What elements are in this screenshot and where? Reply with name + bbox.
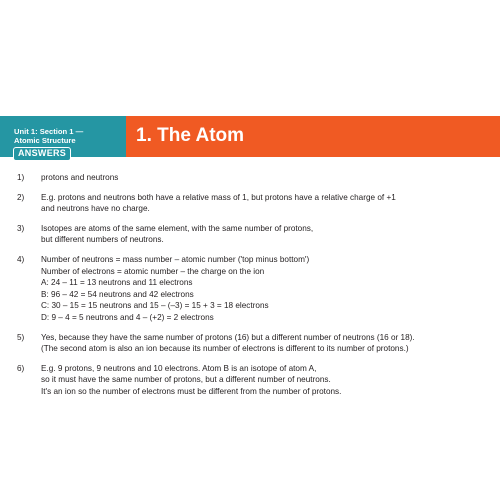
- answer-item: [0, 172, 500, 184]
- answers-badge: ANSWERS: [13, 147, 71, 161]
- answer-item: [0, 223, 500, 246]
- unit-label-panel: [0, 116, 126, 157]
- answer-line: so it must have the same number of protons, but a different number of neutrons.: [41, 375, 331, 385]
- answer-line: Number of neutrons = mass number – atomic number ('top minus bottom'): [41, 254, 310, 264]
- title-panel: [126, 116, 500, 157]
- answer-number: 3): [17, 223, 25, 233]
- answer-number: 5): [17, 332, 25, 342]
- answer-number: 1): [17, 173, 25, 182]
- answer-number: 6): [17, 363, 25, 373]
- answer-line: but different numbers of neutrons.: [41, 235, 164, 245]
- answers-list: [0, 172, 500, 398]
- answer-item: [0, 363, 500, 398]
- unit-subtitle: Atomic Structure: [14, 136, 76, 145]
- answer-number: 4): [17, 254, 25, 264]
- answer-item: [0, 332, 500, 355]
- answer-line: (The second atom is also an ion because its number of electrons is different to its number of protons.): [41, 344, 409, 354]
- answer-item: [0, 254, 500, 324]
- answer-line: Isotopes are atoms of the same element, with the same number of protons,: [41, 223, 314, 233]
- answer-line: A: 24 – 11 = 13 neutrons and 11 electrons: [41, 278, 193, 288]
- answer-line: Number of electrons = atomic number – the charge on the ion: [41, 266, 265, 276]
- answer-line: protons and neutrons: [41, 173, 119, 182]
- answer-line: C: 30 – 15 = 15 neutrons and 15 – (–3) = 15 + 3 = 18 electrons: [41, 301, 269, 311]
- answer-line: D: 9 – 4 = 5 neutrons and 4 – (+2) = 2 electrons: [41, 312, 214, 322]
- section-banner: [0, 116, 500, 157]
- page-title: 1. The Atom: [136, 125, 245, 146]
- unit-title: Unit 1: Section 1 —: [14, 127, 84, 136]
- answer-line: E.g. protons and neutrons both have a relative mass of 1, but protons have a relative charge of +1: [41, 192, 396, 202]
- answer-line: and neutrons have no charge.: [41, 204, 150, 214]
- answer-number: 2): [17, 192, 25, 202]
- answer-line: Yes, because they have the same number of protons (16) but a different number of neutrons (16 or 18).: [41, 332, 415, 342]
- answer-line: E.g. 9 protons, 9 neutrons and 10 electrons. Atom B is an isotope of atom A,: [41, 363, 317, 373]
- answer-line: It's an ion so the number of electrons must be different from the number of protons.: [41, 386, 342, 396]
- answer-item: [0, 192, 500, 215]
- answer-line: B: 96 – 42 = 54 neutrons and 42 electrons: [41, 289, 194, 299]
